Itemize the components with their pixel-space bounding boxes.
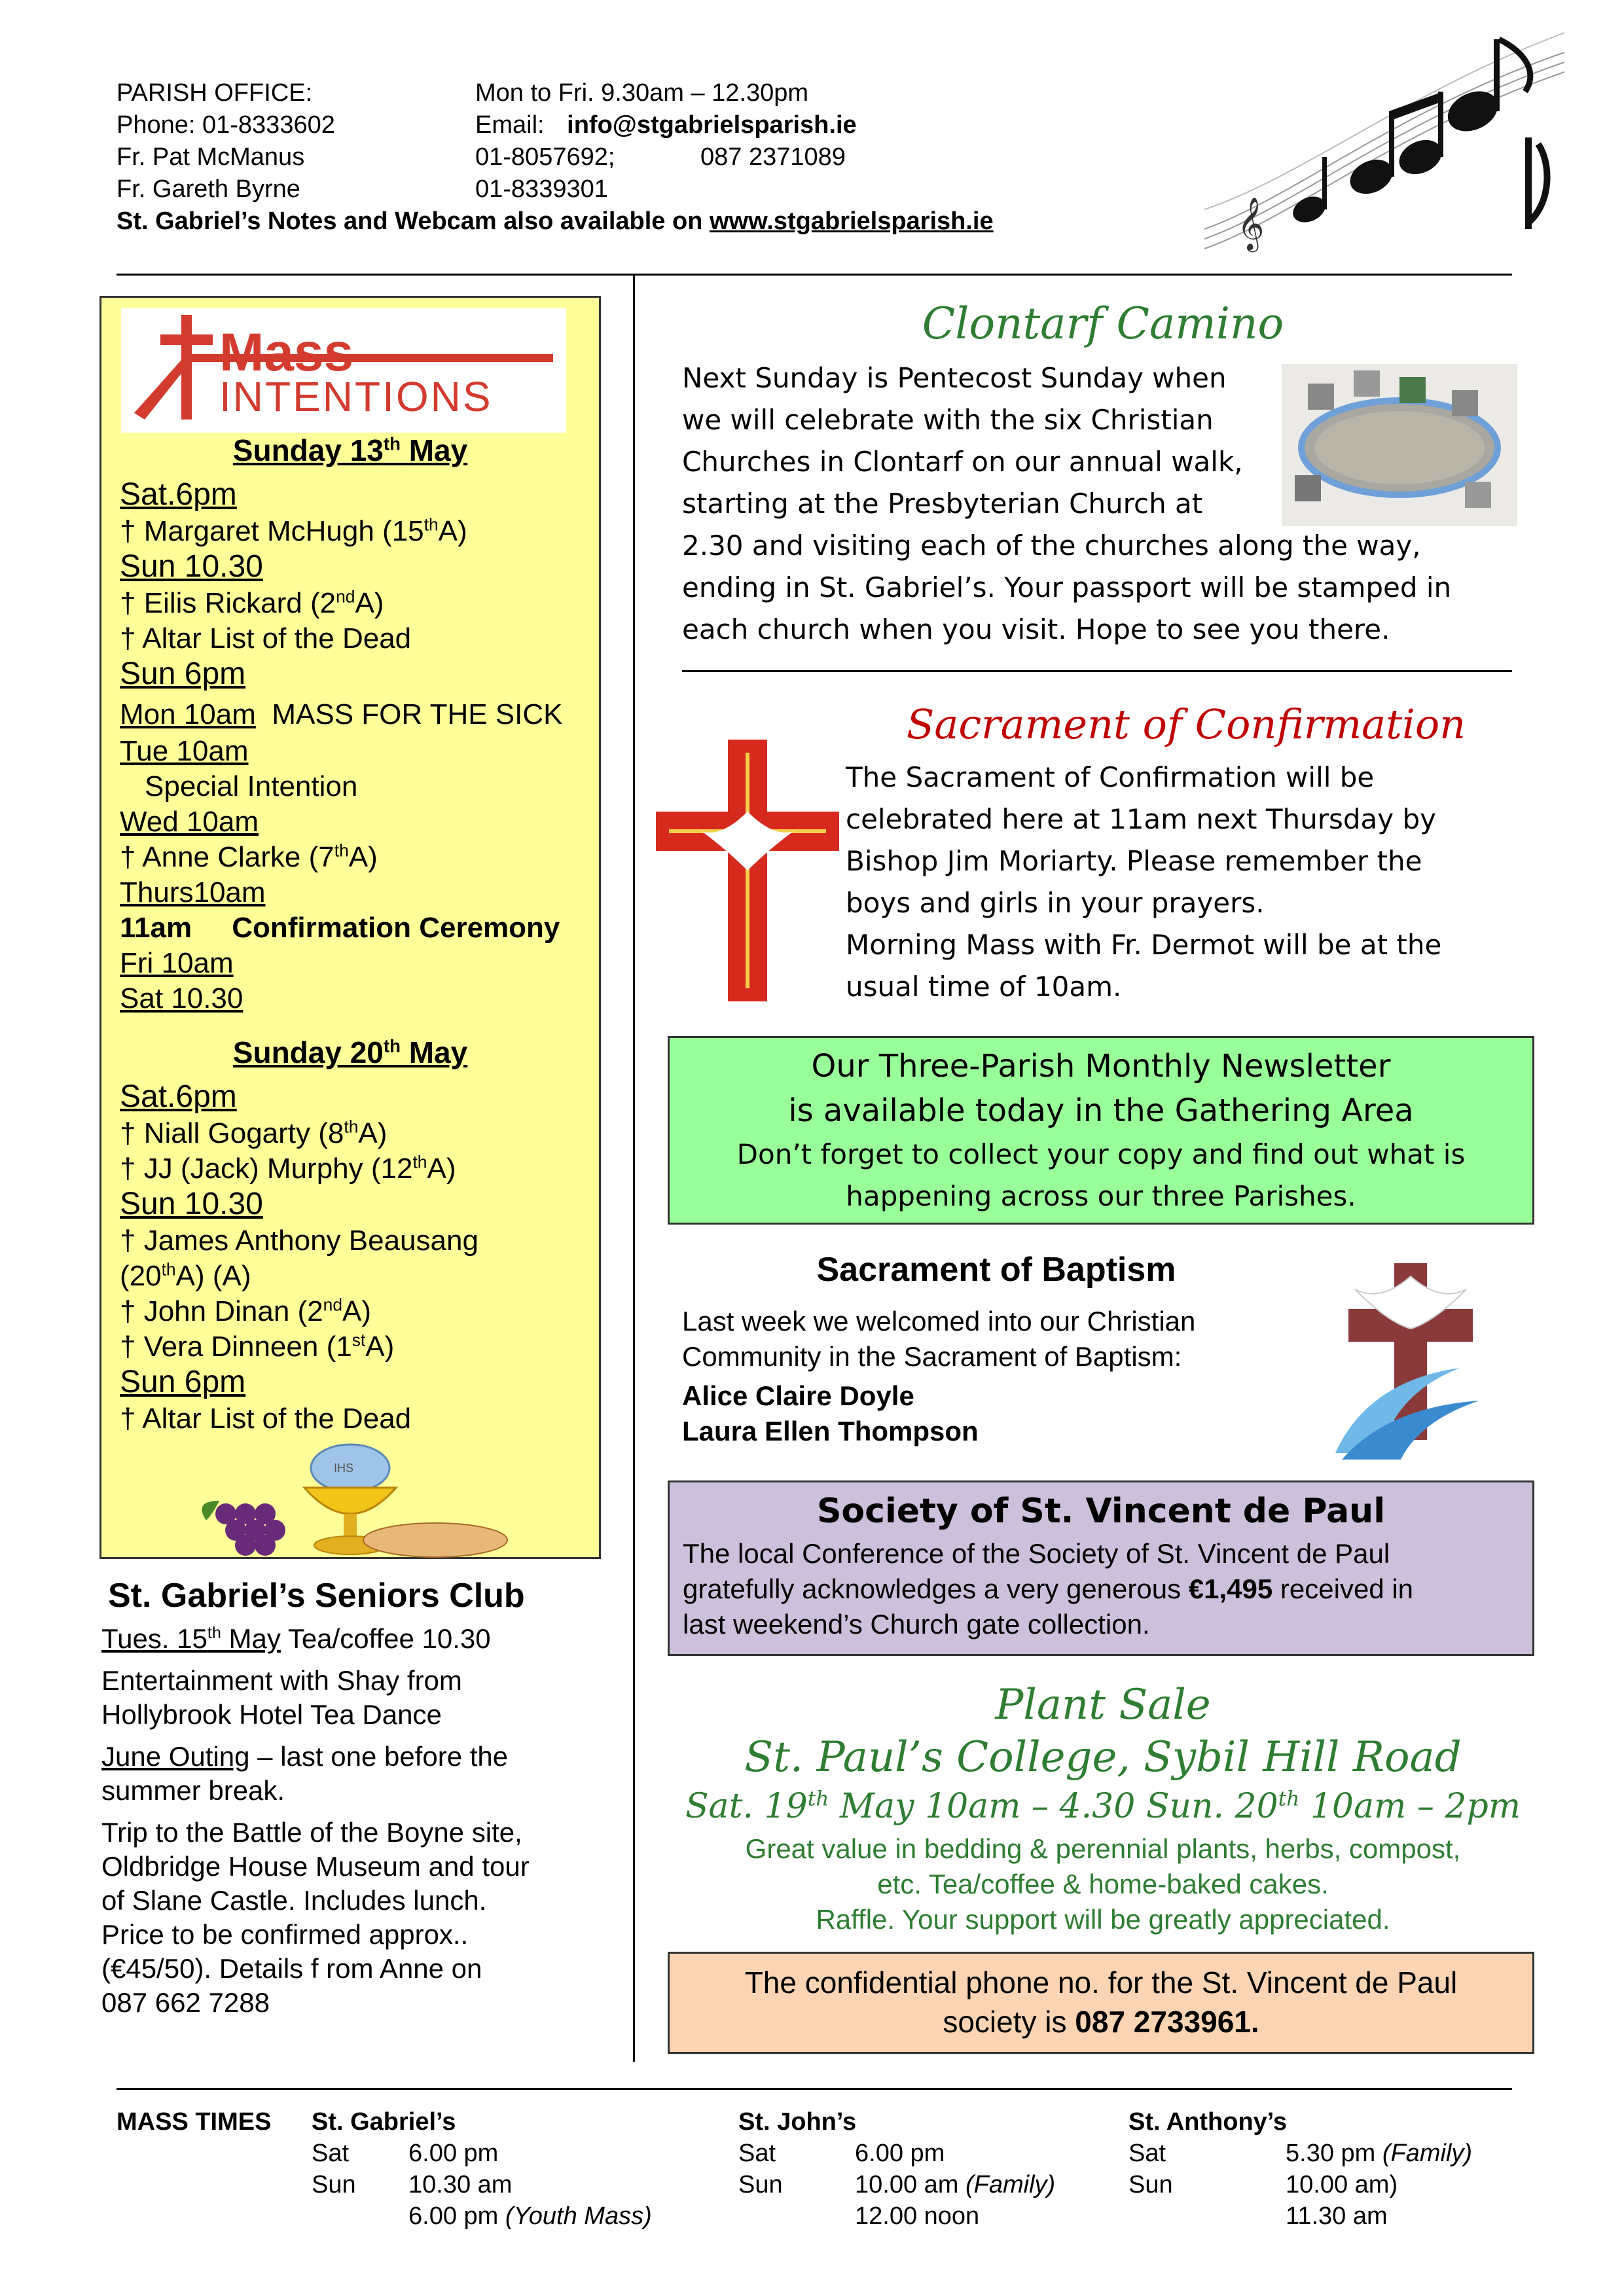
week2-heading: Sunday 20th May [232,1035,468,1069]
camino-line-4: starting at the Presbyterian Church at [682,488,1203,520]
plant-sale-line-3: Raffle. Your support will be greatly appreciated. [816,1904,1390,1935]
day-label: Sun [738,2171,783,2198]
intention-w2-5: † Vera Dinneen (1stA) [120,1330,395,1363]
thurs-10am: Thurs10am [120,876,266,908]
sat-6pm: Sat.6pm [120,477,237,512]
intention-w1-2: † Eilis Rickard (2ndA) [120,586,384,619]
confirmation-line-1: The Sacrament of Confirmation will be [846,761,1375,793]
music-notes-icon [1198,13,1571,262]
email-link[interactable]: info@stgabrielsparish.ie [567,111,857,139]
seniors-line-6: Trip to the Battle of the Boyne site, [101,1817,522,1848]
wed-10am: Wed 10am [120,806,259,838]
churches-map-icon [1282,364,1517,526]
confirmation-cross-icon [649,740,846,1001]
seniors-line-7: Oldbridge House Museum and tour [101,1851,530,1882]
baptism-text [682,1304,1195,1449]
baptism-name-2: Laura Ellen Thompson [682,1416,979,1446]
camino-divider [682,670,1512,672]
plant-sale-line-1: Great value in bedding & perennial plants, herbs, compost, [745,1833,1461,1864]
website-link[interactable]: www.stgabrielsparish.ie [709,207,994,235]
day-label: Sat [738,2140,776,2167]
confirmation-title: Sacrament of Confirmation [906,700,1466,748]
confirmation-line-6: usual time of 10am. [846,971,1122,1003]
plant-sale-line-2: etc. Tea/coffee & home-baked cakes. [877,1869,1329,1899]
tue-10am: Tue 10am [120,735,249,767]
seniors-line-2: Entertainment with Shay from [101,1665,462,1696]
footer-divider [117,2088,1512,2090]
mass-times-st-anthonys [1128,2106,1473,2230]
svdp-box [668,1480,1534,1656]
intention-w2-2: † JJ (Jack) Murphy (12thA) [120,1152,456,1185]
intention-w2-4: † John Dinan (2ndA) [120,1295,372,1327]
newsletter-line-4: happening across our three Parishes. [846,1180,1356,1212]
seniors-line-1: Tues. 15th May Tea/coffee 10.30 [101,1623,491,1654]
confirmation-line-2: celebrated here at 11am next Thursday by [846,803,1436,835]
w2-sun-1030: Sun 10.30 [120,1187,263,1221]
baptism-title: Sacrament of Baptism [816,1251,1176,1289]
camino-title: Clontarf Camino [922,298,1284,349]
mass-times-st-johns [738,2106,1056,2230]
mass-time: 12.00 noon [855,2202,980,2230]
seniors-line-11: 087 662 7288 [101,1987,270,2018]
newsletter-line-2: is available today in the Gathering Area [788,1092,1414,1129]
email-label: Email: [475,111,545,139]
mon-intention: Mon 10am MASS FOR THE SICK [120,698,563,730]
logo-mass-text: Mass [219,323,354,382]
priest2-phone: 01-8339301 [475,175,608,203]
camino-line-1: Next Sunday is Pentecost Sunday when [682,362,1227,394]
mass-times-label: MASS TIMES [117,2108,272,2136]
mass-time: 10.30 am [408,2171,513,2198]
tue-intention: Special Intention [145,770,358,802]
sun-1030: Sun 10.30 [120,549,263,584]
w2-sat-6pm: Sat.6pm [120,1079,237,1114]
svdp-title: Society of St. Vincent de Paul [816,1492,1386,1531]
notes-text: St. Gabriel’s Notes and Webcam also available on [117,207,710,235]
newsletter-line-3: Don’t forget to collect your copy and find out what is [736,1138,1466,1170]
svg-text:𝄞: 𝄞 [1237,196,1265,250]
church-name: St. Gabriel’s [312,2108,456,2136]
seniors-title: St. Gabriel’s Seniors Club [108,1577,525,1615]
baptism-cross-icon [1329,1237,1492,1466]
sat-1030: Sat 10.30 [120,982,244,1014]
fri-10am: Fri 10am [120,947,234,979]
intention-w1-1: † Margaret McHugh (15thA) [120,514,467,547]
seniors-line-9: Price to be confirmed approx.. [101,1919,469,1950]
intention-w2-6: † Altar List of the Dead [120,1403,412,1435]
mass-times-st-gabriels [312,2106,652,2230]
confirmation-ceremony: 11am Confirmation Ceremony [120,912,560,944]
priest2-name: Fr. Gareth Byrne [117,175,300,203]
header-divider [117,274,1512,276]
mass-time: 10.00 am) [1286,2171,1398,2198]
mass-time: 6.00 pm (Youth Mass) [408,2202,652,2230]
svdp-line-3: last weekend’s Church gate collection. [683,1609,1150,1640]
seniors-line-5: summer break. [101,1775,285,1806]
intention-w2-1: † Niall Gogarty (8thA) [120,1117,388,1149]
confidential-phone-box [668,1952,1534,2054]
sun-6pm: Sun 6pm [120,656,246,691]
chalice-host-label: IHS [334,1462,354,1475]
confirmation-line-5: Morning Mass with Fr. Dermot will be at the [846,929,1442,961]
mass-time: 5.30 pm (Family) [1286,2140,1473,2167]
day-label: Sun [312,2171,356,2198]
plant-sale-text [668,1831,1538,1937]
day-label: Sun [1128,2171,1173,2198]
w2-sun-6pm: Sun 6pm [120,1365,246,1399]
mass-time: 11.30 am [1286,2202,1388,2230]
church-name: St. John’s [738,2108,857,2136]
svdp-line-2: gratefully acknowledges a very generous €1,495 received in [683,1573,1414,1604]
priest1-phone2: 087 2371089 [700,143,846,171]
day-label: Sat [312,2140,350,2167]
seniors-line-3: Hollybrook Hotel Tea Dance [101,1699,442,1730]
confidential-line-1: The confidential phone no. for the St. Vincent de Paul [744,1965,1458,2000]
baptism-name-1: Alice Claire Doyle [682,1380,914,1411]
newsletter-box [668,1036,1534,1225]
office-phone: Phone: 01-8333602 [117,111,335,139]
intention-w2-3b: (20thA) (A) [120,1259,251,1292]
baptism-line-1: Last week we welcomed into our Christian [682,1306,1196,1336]
camino-line-3: Churches in Clontarf on our annual walk, [682,446,1243,478]
mass-intentions-panel [99,296,601,1559]
confidential-line-2: society is 087 2733961. [943,2005,1259,2039]
seniors-line-8: of Slane Castle. Includes lunch. [101,1885,487,1916]
church-name: St. Anthony’s [1128,2108,1288,2136]
office-label: PARISH OFFICE: [117,79,313,107]
camino-line-2: we will celebrate with the six Christian [682,404,1214,436]
column-divider [633,275,635,2062]
confirmation-text [846,757,1526,1008]
chalice-icon [180,1442,520,1560]
intention-w2-3a: † James Anthony Beausang [120,1225,478,1257]
week1-heading: Sunday 13th May [232,433,468,467]
camino-line-5: 2.30 and visiting each of the churches along the way, [682,529,1421,562]
mass-time: 10.00 am (Family) [855,2171,1056,2198]
office-hours: Mon to Fri. 9.30am – 12.30pm [475,79,809,107]
baptism-line-2: Community in the Sacrament of Baptism: [682,1341,1182,1372]
wed-intention: † Anne Clarke (7thA) [120,840,378,873]
priest1-name: Fr. Pat McManus [117,143,305,171]
camino-line-6: ending in St. Gabriel’s. Your passport will be stamped in [682,571,1452,603]
mass-intentions-logo [121,308,566,433]
logo-intentions-text: INTENTIONS [219,373,493,420]
intention-w1-3: † Altar List of the Dead [120,622,412,655]
camino-line-7: each church when you visit. Hope to see you there. [682,613,1390,645]
mass-time: 6.00 pm [408,2140,499,2167]
confirmation-line-4: boys and girls in your prayers. [846,887,1265,919]
seniors-line-4: June Outing – last one before the [101,1741,509,1772]
day-label: Sat [1128,2140,1166,2167]
plant-sale-dates: Sat. 19th May 10am – 4.30 Sun. 20th 10am – 2pm [685,1787,1521,1826]
seniors-line-10: (€45/50). Details f rom Anne on [101,1953,482,1984]
plant-sale-venue: St. Paul’s College, Sybil Hill Road [744,1733,1462,1782]
svdp-line-1: The local Conference of the Society of St. Vincent de Paul [683,1538,1390,1569]
confirmation-line-3: Bishop Jim Moriarty. Please remember the [846,845,1422,877]
priest1-phone1: 01-8057692; [475,143,615,171]
mass-time: 6.00 pm [855,2140,945,2167]
newsletter-line-1: Our Three-Parish Monthly Newsletter [811,1048,1391,1085]
plant-sale-title: Plant Sale [995,1681,1211,1729]
